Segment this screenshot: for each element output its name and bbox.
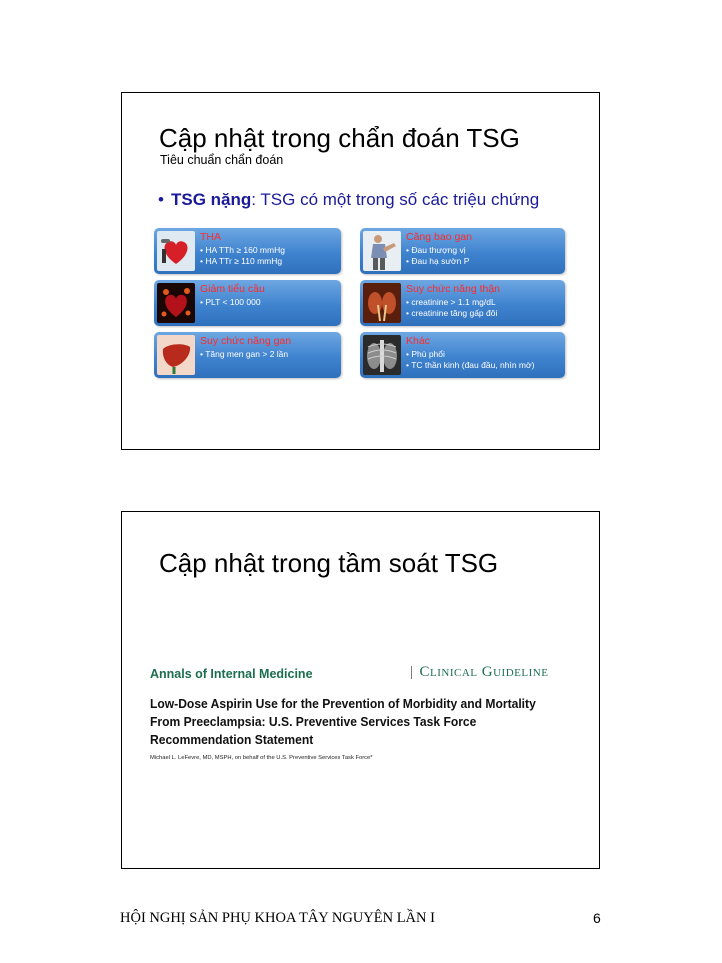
guideline-label: | Clinical Guideline [410, 664, 549, 680]
card-liver-capsule [360, 228, 565, 274]
card-item: • PLT < 100 000 [200, 297, 261, 308]
paper-authors: Michael L. LeFevre, MD, MSPH, on behalf of the U.S. Preventive Services Task Force* [150, 755, 373, 761]
liver-icon [157, 335, 195, 375]
slide-subtitle: Tiêu chuẩn chẩn đoán [160, 153, 284, 167]
slide-screening [121, 511, 600, 869]
card-item: • Đau hạ sườn P [406, 256, 469, 267]
journal-name: Annals of Internal Medicine [150, 667, 313, 681]
heart-icon [157, 231, 195, 271]
bullet-dot: • [158, 190, 164, 209]
slide-title: Cập nhật trong chẩn đoán TSG [159, 123, 520, 153]
card-item: • Phù phổi [406, 349, 534, 360]
card-title: Suy chức năng thận [406, 283, 501, 295]
kidney-icon [363, 283, 401, 323]
card-items [406, 297, 497, 319]
card-item: • Đau thượng vị [406, 245, 469, 256]
card-liver-failure [154, 332, 341, 378]
page-number: 6 [593, 910, 601, 926]
card-title: Suy chức năng gan [200, 335, 292, 347]
card-hypertension [154, 228, 341, 274]
card-items [200, 349, 288, 360]
divider: | [410, 664, 414, 680]
card-renal-failure [360, 280, 565, 326]
paper-title: Low-Dose Aspirin Use for the Prevention of Morbidity and Mortality From Preeclampsia: U.S. Preventive Services Task Force Recommendation Statement [150, 696, 536, 747]
card-item: • creatinine > 1.1 mg/dL [406, 297, 497, 308]
bullet-text: TSG nặng: TSG có một trong số các triệu chứng [171, 190, 540, 209]
card-items [200, 297, 261, 308]
slide-title: Cập nhật trong tầm soát TSG [159, 548, 499, 578]
abdominal-pain-icon [363, 231, 401, 271]
platelet-icon [157, 283, 195, 323]
card-item: • TC thần kinh (đau đầu, nhìn mờ) [406, 360, 534, 371]
card-title: Giảm tiểu cầu [200, 283, 265, 295]
card-items [200, 245, 285, 267]
card-title: THA [200, 231, 221, 243]
card-item: • HA TTh ≥ 160 mmHg [200, 245, 285, 256]
chest-xray-icon [363, 335, 401, 375]
card-item: • Tăng men gan > 2 lần [200, 349, 288, 360]
card-title: Căng bao gan [406, 231, 472, 243]
footer-conference: HỘI NGHỊ SẢN PHỤ KHOA TÂY NGUYÊN LẦN I [120, 910, 435, 926]
card-items [406, 245, 469, 267]
card-other [360, 332, 565, 378]
card-item: • creatinine tăng gấp đôi [406, 308, 497, 319]
card-item: • HA TTr ≥ 110 mmHg [200, 256, 285, 267]
card-items [406, 349, 534, 371]
slide-diagnosis [121, 92, 600, 450]
card-thrombocytopenia [154, 280, 341, 326]
card-title: Khác [406, 335, 430, 347]
